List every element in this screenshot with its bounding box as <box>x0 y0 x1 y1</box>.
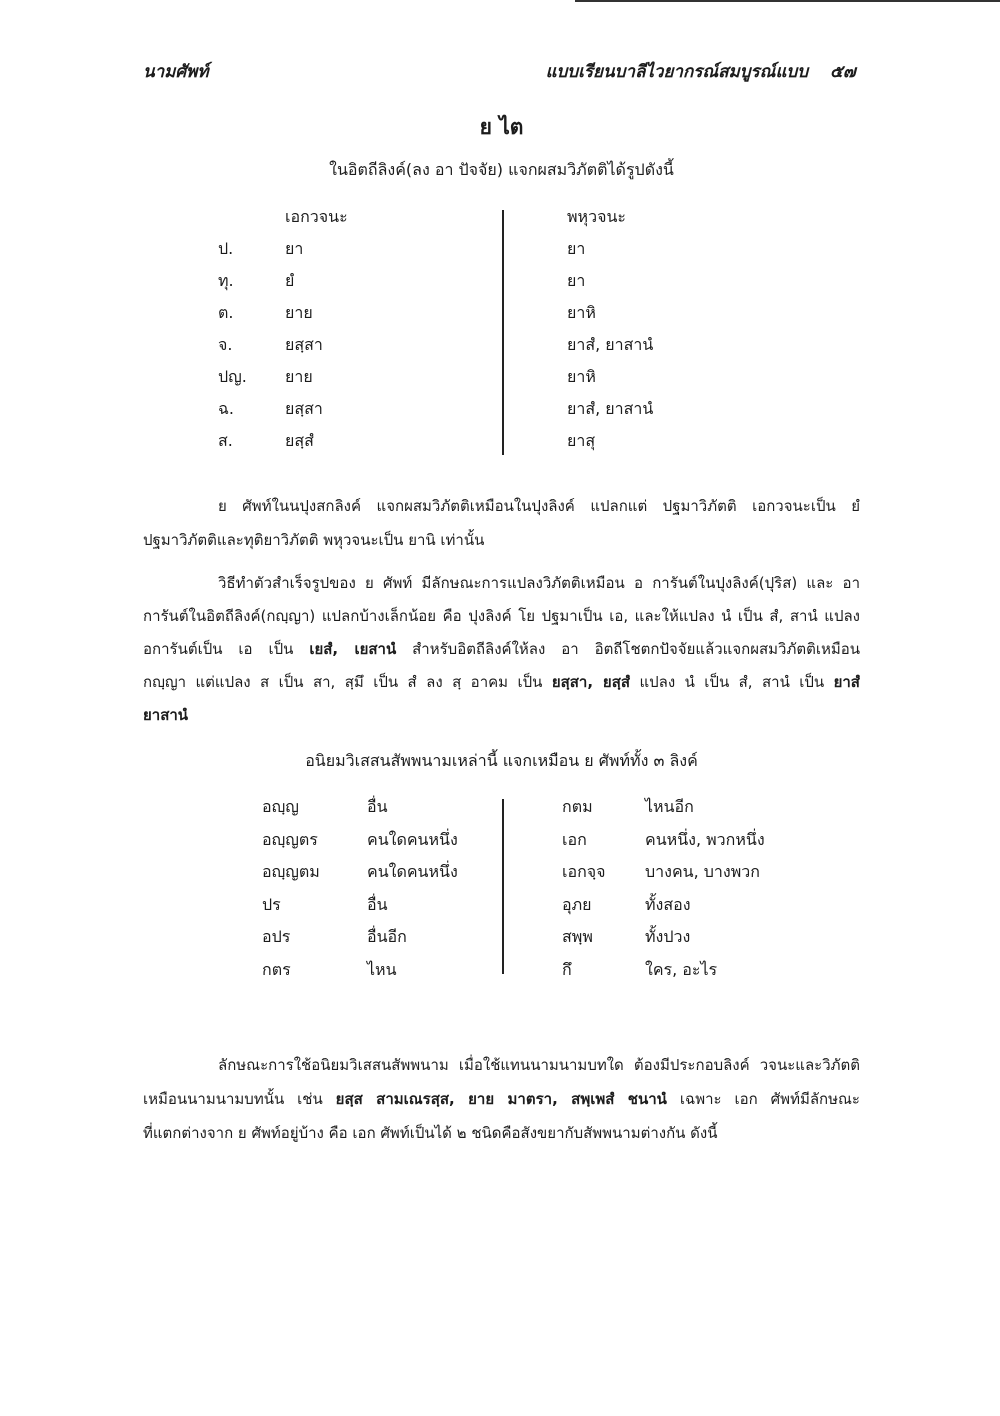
case-label: ทุ. <box>218 271 234 290</box>
paragraph-neuter <box>143 489 860 557</box>
case-label: ปญ. <box>218 367 247 386</box>
singular-form: ยา <box>285 239 304 258</box>
pali-word: สพฺพ <box>562 927 593 947</box>
paragraph-line <box>143 1048 860 1082</box>
pali-word: กึ <box>562 959 572 979</box>
text-segment: ที่แตกต่างจาก ย ศัพท์อยู่บ้าง คือ เอก ศัพท์เป็นได้ ๒ ชนิดคือสังขยากับสัพพนามต่างกัน ดังนี้ <box>143 1123 718 1142</box>
plural-header: พหุวจนะ <box>567 207 626 226</box>
case-label: ฉ. <box>218 399 234 418</box>
case-label: ป. <box>218 239 234 258</box>
thai-meaning: คนใดคนหนึ่ง <box>367 862 458 882</box>
bold-term: ยสฺสา, ยสฺสํ <box>551 673 631 691</box>
pronoun-table <box>143 791 860 987</box>
paragraph-line <box>143 699 860 732</box>
paragraph-line: ปฐมาวิภัตติและทุติยาวิภัตติ พหุวจนะเป็น ยานิ เท่านั้น <box>143 531 485 549</box>
thai-meaning: อื่น <box>367 894 388 914</box>
bold-term: ยาสํ <box>833 673 860 691</box>
plural-form: ยาสุ <box>567 431 596 450</box>
paragraph-line: ย ศัพท์ในนปุงสกลิงค์ แจกผสมวิภัตติเหมือนในปุงลิงค์ แปลกแต่ ปฐมาวิภัตติ เอกวจนะเป็น ยํ <box>218 497 860 515</box>
running-header-section: นามศัพท์ <box>143 62 209 82</box>
paragraph-line <box>143 567 860 600</box>
text-segment: เฉพาะ เอก ศัพท์มีลักษณะ <box>679 1089 860 1108</box>
thai-meaning: อื่นอีก <box>367 927 407 947</box>
column-divider <box>502 799 504 974</box>
running-header-book-title: แบบเรียนบาลีไวยากรณ์สมบูรณ์แบบ <box>545 62 808 82</box>
text-segment: อการันต์เป็น เอ เป็น <box>143 640 294 658</box>
thai-meaning: ทั้งปวง <box>645 927 691 947</box>
paragraph-line <box>143 666 860 699</box>
pali-word: เอกจฺจ <box>562 862 606 882</box>
page-number: ๕๗ <box>830 62 856 82</box>
text-segment: เหมือนนามนามบทนั้น เช่น <box>143 1089 323 1108</box>
singular-form: ยสฺสา <box>285 399 323 418</box>
singular-header: เอกวจนะ <box>285 207 348 226</box>
text-segment: ลักษณะการใช้อนิยมวิเสสนสัพพนาม เมื่อใช้แทนนามนามบทใด ต้องมีประกอบลิงค์ วจนะและวิภัตติ <box>218 1055 860 1074</box>
text-segment: วิธีทำตัวสำเร็จรูปของ ย ศัพท์ มีลักษณะการแปลงวิภัตติเหมือน อ การันต์ในปุงลิงค์(ปุริส) และ อา <box>218 574 860 592</box>
singular-form: ยาย <box>285 367 313 386</box>
bold-term: ยาสานํ <box>143 706 189 724</box>
plural-form: ยา <box>567 239 586 258</box>
pali-word: อุภย <box>562 894 592 914</box>
pali-word: ปร <box>262 894 281 914</box>
thai-meaning: ทั้งสอง <box>645 894 691 914</box>
thai-meaning: ไหน <box>367 959 397 979</box>
thai-meaning: บางคน, บางพวก <box>645 862 760 882</box>
pali-word: กตร <box>262 959 291 979</box>
paragraph-usage <box>143 1048 860 1150</box>
pali-word: อปร <box>262 927 291 947</box>
text-segment: กญฺญา แต่แปลง ส เป็น สา, สฺมึ เป็น สํ ลง สฺ อาคม เป็น <box>143 673 543 691</box>
pali-word: เอก <box>562 829 587 849</box>
case-label: ต. <box>218 303 234 322</box>
pali-word: กตม <box>562 797 593 816</box>
bold-term: ยสฺส สามเณรสฺส, ยาย มาตรา, สพฺเพสํ ชนานํ <box>335 1089 667 1108</box>
plural-form: ยาหิ <box>567 303 596 322</box>
pronoun-section-heading: อนิยมวิเสสนสัพพนามเหล่านี้ แจกเหมือน ย ศัพท์ทั้ง ๓ ลิงค์ <box>305 751 698 770</box>
thai-meaning: อื่น <box>367 797 388 816</box>
plural-form: ยาสํ, ยาสานํ <box>567 399 654 418</box>
plural-form: ยา <box>567 271 586 290</box>
paragraph-formation <box>143 567 860 732</box>
plural-form: ยาหิ <box>567 367 596 386</box>
pali-word: อญฺญ <box>262 797 299 816</box>
paragraph-line <box>143 1082 860 1116</box>
singular-form: ยสฺสํ <box>285 431 314 450</box>
page-title: ย ไต <box>479 115 524 139</box>
case-label: ส. <box>218 431 233 450</box>
singular-form: ยํ <box>285 271 295 290</box>
plural-form: ยาสํ, ยาสานํ <box>567 335 654 354</box>
paragraph-line <box>143 633 860 666</box>
thai-meaning: คนหนึ่ง, พวกหนึ่ง <box>645 829 765 849</box>
text-segment: สำหรับอิตถีลิงค์ให้ลง อา อิตถีโชตกปัจจัยแล้วแจกผสมวิภัตติเหมือน <box>412 640 860 658</box>
paragraph-line <box>143 1116 860 1150</box>
paragraph-line <box>143 600 860 633</box>
page-body <box>143 0 860 1150</box>
singular-form: ยสฺสา <box>285 335 323 354</box>
thai-meaning: คนใดคนหนึ่ง <box>367 829 458 849</box>
pali-word: อญฺญตม <box>262 862 320 882</box>
text-segment: การันต์ในอิตถีลิงค์(กญฺญา) แปลกบ้างเล็กน้อย คือ ปุงลิงค์ โย ปฐมาเป็น เอ, และให้แปลง นํ เป็น สํ, สานํ แปลง <box>143 607 860 625</box>
singular-form: ยาย <box>285 303 313 322</box>
column-divider <box>502 210 504 455</box>
declension-caption: ในอิตถีลิงค์(ลง อา ปัจจัย) แจกผสมวิภัตติได้รูปดังนี้ <box>329 160 674 179</box>
thai-meaning: ไหนอีก <box>645 797 694 816</box>
case-label: จ. <box>218 335 233 354</box>
text-segment: แปลง นํ เป็น สํ, สานํ เป็น <box>639 673 825 691</box>
thai-meaning: ใคร, อะไร <box>645 959 718 979</box>
declension-table <box>143 201 860 457</box>
bold-term: เยสํ, เยสานํ <box>309 640 397 658</box>
pali-word: อญฺญตร <box>262 829 318 849</box>
